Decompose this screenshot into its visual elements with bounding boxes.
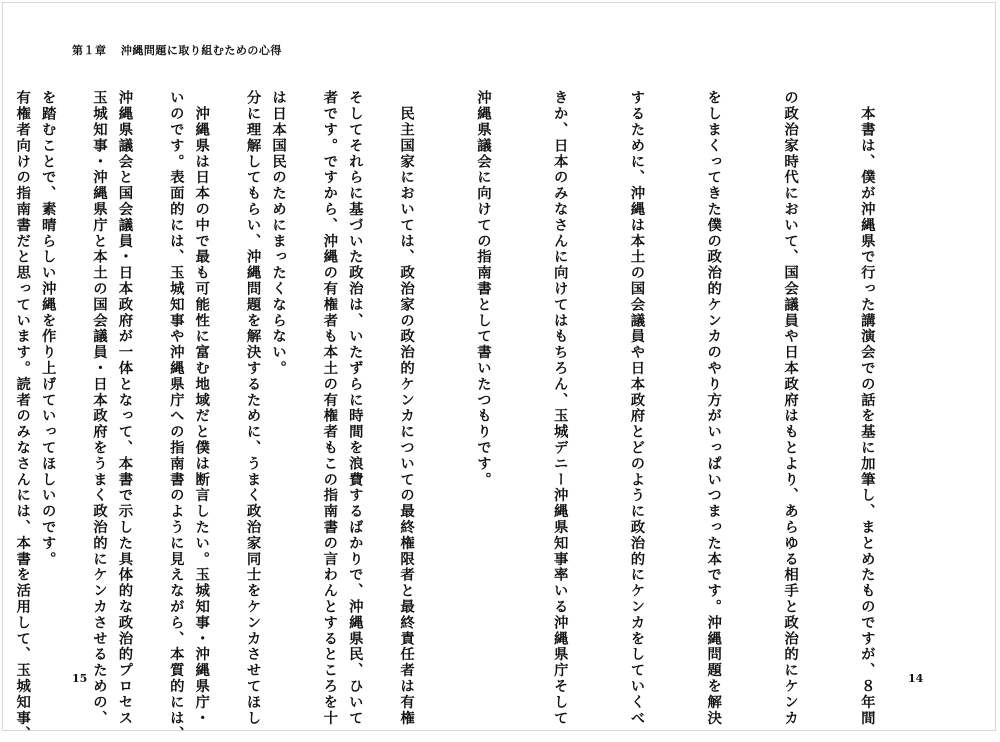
body-line: 玉城知事・沖縄県庁と本土の国会議員・日本政府をうまく政治的にケンカさせるための、 (91, 90, 107, 726)
body-line: そしてそれらに基づいた政治は、いたずらに時間を浪費するばかりで、沖縄県民、ひいて (346, 90, 363, 726)
body-line: 分に理解してもらい、沖縄問題を解決するために、うまく政治家同士をケンカさせてほし (244, 90, 261, 726)
body-line: を踏むことで、素晴らしい沖縄を作り上げていってほしいのです。 (39, 90, 56, 567)
page-number-right: 14 (908, 672, 924, 685)
body-line: 沖縄県議会と国会議員・日本政府が一体となって、本書で示した具体的な政治的プロセス (116, 90, 133, 726)
body-line: いのです。表面的には、玉城知事や沖縄県庁への指南書のように見えながら、本質的には、 (167, 90, 184, 742)
running-header (72, 42, 282, 58)
body-line: は日本国民のためにまったくならない。 (270, 90, 287, 377)
body-line: 有権者向けの指南書だと思っています。読者のみなさんには、本書を活用して、玉城知事、 (14, 90, 31, 742)
body-line: 者です。ですから、沖縄の有権者も本土の有権者もこの指南書の言わんとするところを十 (321, 90, 338, 726)
body-line: をしまくってきた僕の政治的ケンカのやり方がいっぱいつまった本です。沖縄問題を解決 (705, 90, 722, 726)
chapter-title: 沖縄問題に取り組むための心得 (120, 44, 282, 57)
body-line: 沖縄県議会に向けての指南書として書いたつもりです。 (474, 90, 491, 488)
left-page-body (0, 90, 418, 742)
body-line: 民主国家においては、政治家の政治的ケンカについての最終権限者と最終責任者は有権 (398, 90, 415, 726)
body-line: 本書は、僕が沖縄県で行った講演会での話を基に加筆し、まとめたものですが、８年間 (858, 90, 875, 726)
page-number-left: 15 (72, 672, 88, 685)
body-line: 沖縄県は日本の中で最も可能性に富む地域だと僕は断言したい。玉城知事・沖縄県庁・ (193, 90, 210, 726)
body-line: きか、日本のみなさんに向けてはもちろん、玉城デニー沖縄県知事率いる沖縄県庁そして (551, 90, 568, 726)
body-line: の政治家時代において、国会議員や日本政府はもとより、あらゆる相手と政治的にケンカ (782, 90, 799, 726)
body-line: するために、沖縄は本土の国会議員や日本政府とどのように政治的にケンカをしていくべ (628, 90, 645, 726)
chapter-label: 第１章 (72, 44, 107, 57)
